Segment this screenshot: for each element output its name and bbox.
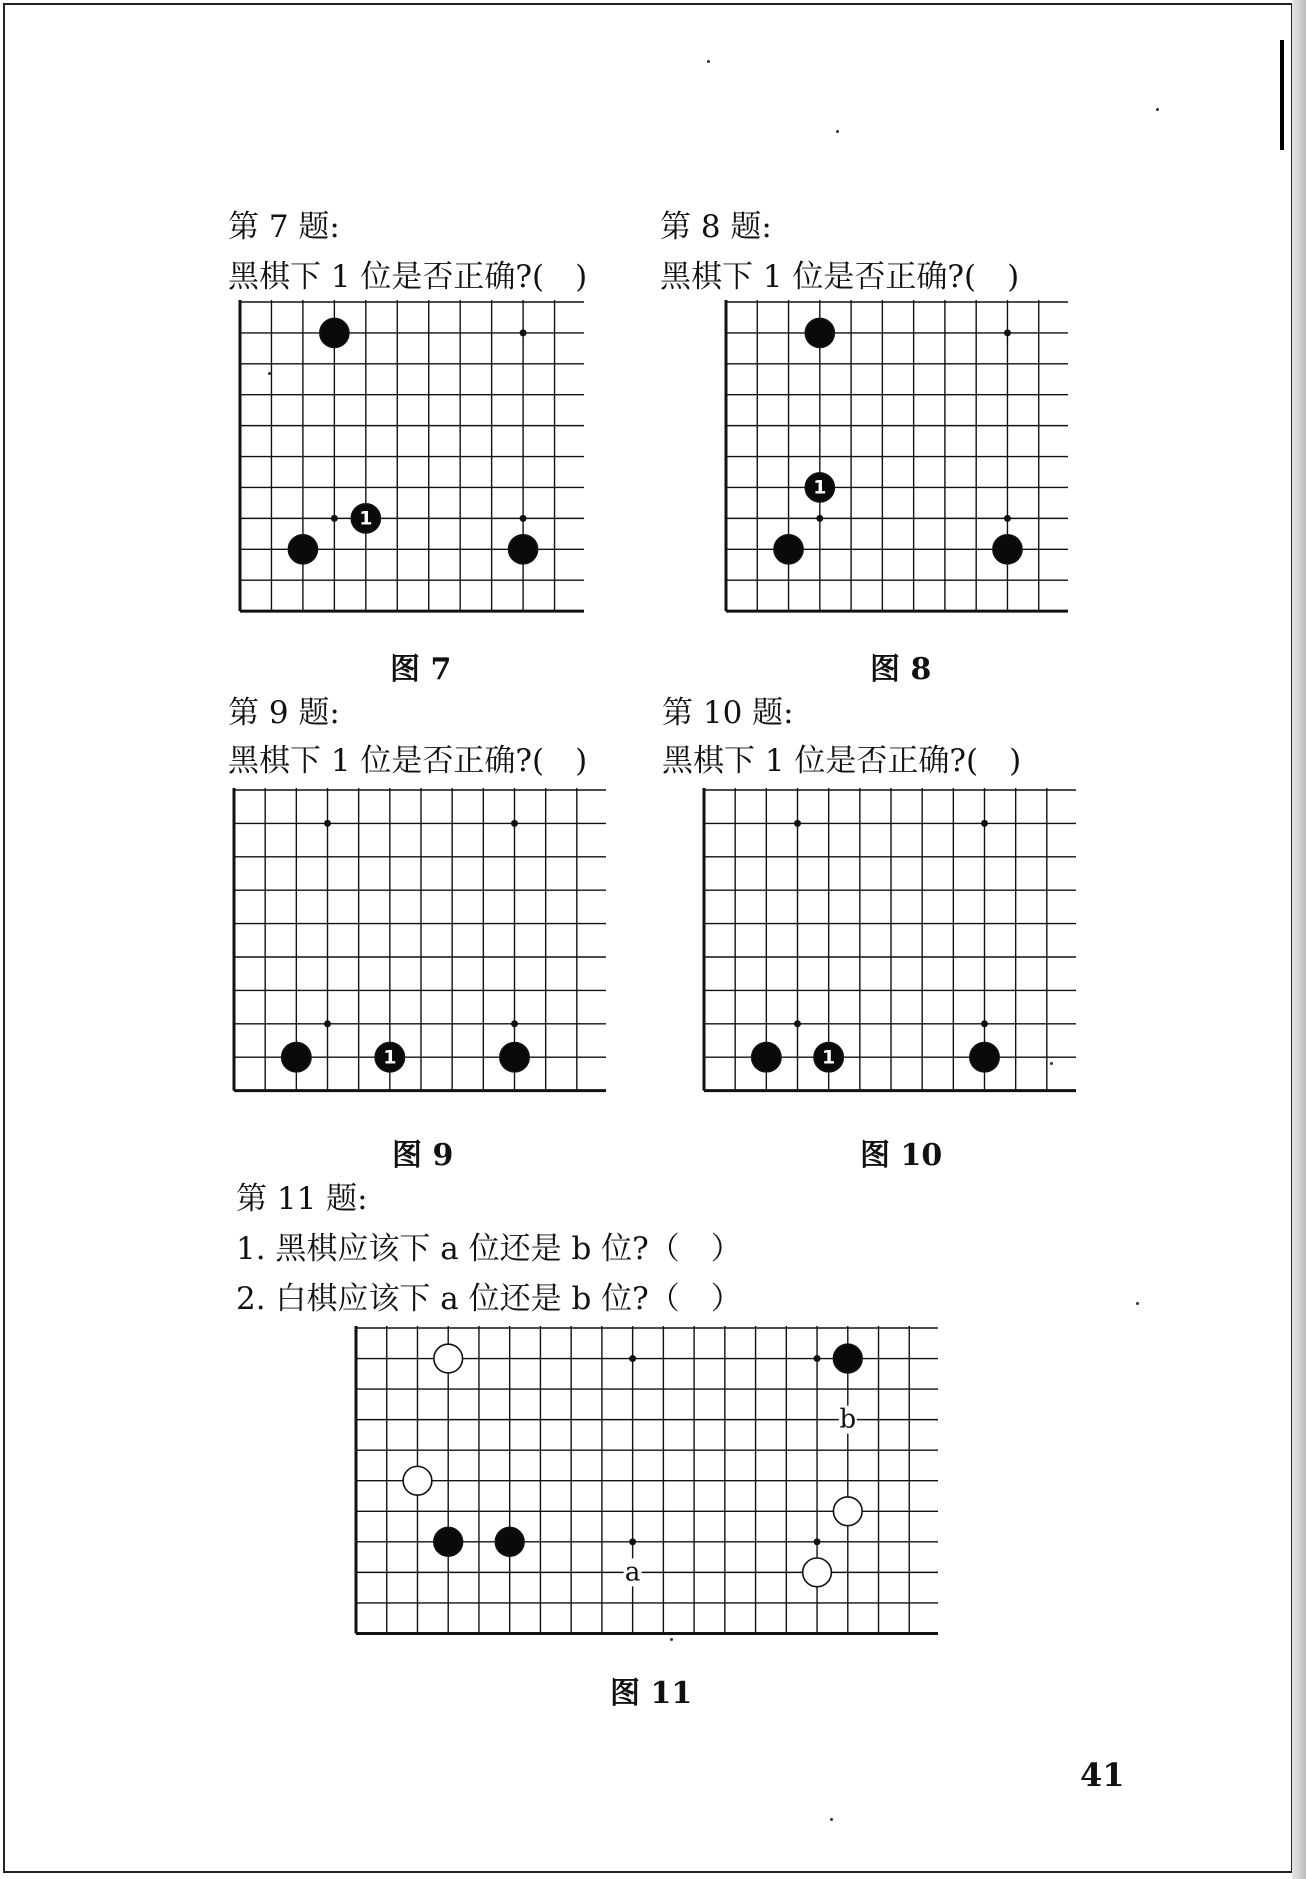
stone-move-number: 1 [822, 1046, 836, 1069]
star-point [981, 820, 988, 827]
black-stone [282, 1043, 311, 1072]
go-board-figure-8 [724, 300, 1068, 640]
black-stone [434, 1527, 463, 1556]
star-point [324, 820, 331, 827]
scan-speck [836, 130, 839, 133]
star-point [816, 515, 823, 522]
star-point [520, 329, 527, 336]
black-stone [993, 535, 1022, 564]
star-point [794, 1020, 801, 1027]
figure-8-caption: 图 8 [870, 652, 932, 687]
star-point [511, 820, 518, 827]
star-point [324, 1020, 331, 1027]
point-label-a: a [624, 1557, 641, 1588]
black-stone [752, 1043, 781, 1072]
problem-11-title: 第 11 题: [236, 1181, 368, 1217]
scan-speck [1156, 108, 1159, 111]
problem-9-question: 黑棋下 1 位是否正确?( ) [228, 743, 588, 779]
star-point [814, 1538, 821, 1545]
star-point [629, 1538, 636, 1545]
stone-move-number: 1 [359, 507, 373, 530]
stone-move-number: 1 [383, 1046, 397, 1069]
black-stone [320, 318, 349, 347]
star-point [1004, 515, 1011, 522]
white-stone [403, 1466, 432, 1495]
scan-speck [1136, 1302, 1139, 1305]
star-point [981, 1020, 988, 1027]
black-stone [774, 535, 803, 564]
white-stone [803, 1558, 832, 1587]
scan-speck [268, 372, 271, 375]
figure-7-caption: 图 7 [390, 652, 452, 687]
black-stone [495, 1527, 524, 1556]
black-stone [805, 318, 834, 347]
black-stone [833, 1344, 862, 1373]
white-stone [434, 1344, 463, 1373]
scan-speck [707, 60, 710, 63]
scan-speck [670, 1638, 673, 1641]
star-point [629, 1355, 636, 1362]
figure-10-caption: 图 10 [860, 1138, 943, 1173]
problem-8-title: 第 8 题: [660, 209, 772, 245]
white-stone [833, 1497, 862, 1526]
problem-10-question: 黑棋下 1 位是否正确?( ) [662, 743, 1022, 779]
go-board-figure-10 [702, 788, 1076, 1122]
problem-11-question-1: 1. 黑棋应该下 a 位还是 b 位?（ ） [236, 1231, 742, 1267]
page-number: 41 [1080, 1756, 1125, 1794]
problem-11-question-2: 2. 白棋应该下 a 位还是 b 位?（ ） [236, 1281, 742, 1317]
problem-10-title: 第 10 题: [662, 695, 794, 731]
star-point [331, 515, 338, 522]
problem-7-title: 第 7 题: [228, 209, 340, 245]
scan-speck [830, 1818, 833, 1821]
scan-edge-shadow [1292, 0, 1306, 1879]
star-point [794, 820, 801, 827]
black-stone [500, 1043, 529, 1072]
black-stone [970, 1043, 999, 1072]
problem-9-title: 第 9 题: [228, 695, 340, 731]
black-stone [288, 535, 317, 564]
point-label-b: b [839, 1404, 857, 1435]
black-stone [509, 535, 538, 564]
star-point [520, 515, 527, 522]
problem-7-question: 黑棋下 1 位是否正确?( ) [228, 259, 588, 295]
go-board-figure-7 [238, 300, 584, 640]
stone-move-number: 1 [813, 476, 827, 499]
scan-speck [1050, 1062, 1053, 1065]
figure-11-caption: 图 11 [610, 1676, 693, 1711]
scan-corner-mark [1280, 40, 1296, 150]
go-board-figure-9 [232, 788, 606, 1122]
figure-9-caption: 图 9 [392, 1138, 454, 1173]
problem-8-question: 黑棋下 1 位是否正确?( ) [660, 259, 1020, 295]
star-point [1004, 329, 1011, 336]
go-board-figure-11 [354, 1326, 938, 1662]
star-point [511, 1020, 518, 1027]
star-point [814, 1355, 821, 1362]
